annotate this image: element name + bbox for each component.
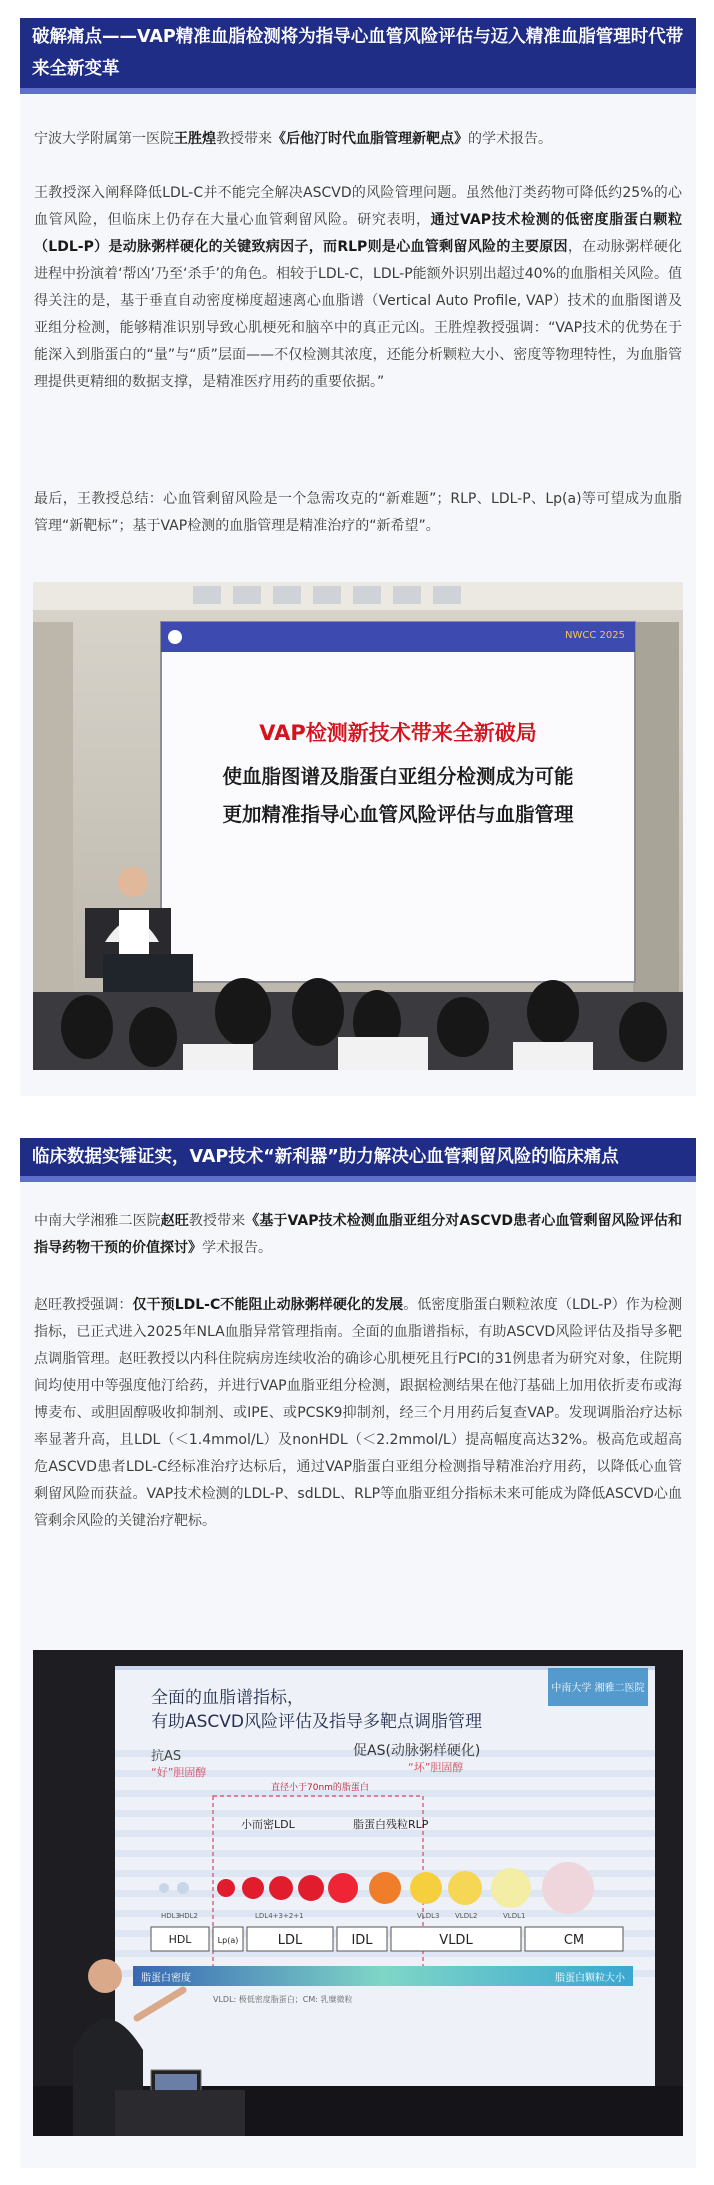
hospital-logo: 中南大学 湘雅二医院 [551, 1683, 645, 1694]
class-ldl: LDL [277, 1933, 303, 1948]
density-label: 脂蛋白密度 [141, 1973, 191, 1984]
small-dense-ldl-label: 小而密LDL [241, 1818, 295, 1831]
ldl-subclass-label: LDL4+3+2+1 [255, 1912, 304, 1920]
conference-logo: NWCC 2025 [565, 630, 625, 641]
section-1-title-accent [20, 88, 696, 94]
section-2-body: 赵旺教授强调：仅干预LDL-C不能阻止动脉粥样硬化的发展。低密度脂蛋白颗粒浓度（LDL-P）作为检测指标，已正式进入2025年NLA血脂异常管理指南。全面的血脂谱指标，有助ASCVD风险评估及指导多靶点调脂管理。赵旺教授以内科住院病房连续收治的确诊心肌梗死且行PCI的31例患者为研究对象，住院期间均使用中等强度他汀给药，并进行VAP血脂亚组分检测，跟据检测结果在他汀基础上加用依折麦布或海博麦布、或胆固醇吸收抑制剂、或IPE、或PCSK9抑制剂，经三个月用药后复查VAP。发现调脂治疗达标率显著升高，且LDL（＜1.4mmol/L）及nonHDL（＜2.2mmol/L）提高幅度高达32%。极高危或超高危ASCVD患者LDL-C经标准治疗达标后，通过VAP脂蛋白亚组分检测指导精准治疗用药，以降低心血管剩留风险而获益。VAP技术检测的LDL-P、sdLDL、RLP等血脂亚组分指标未来可能成为降低ASCVD心血管剩余风险的关键治疗靶标。 [34, 1297, 682, 1529]
chart-slide-title-1: 全面的血脂谱指标， [151, 1688, 304, 1708]
class-hdl: HDL [168, 1933, 192, 1946]
class-lpa: Lp(a) [217, 1936, 239, 1945]
particle-size-label: 脂蛋白颗粒大小 [555, 1973, 625, 1984]
class-cm: CM [563, 1933, 585, 1948]
hdl3-label: HDL3 [161, 1912, 181, 1920]
vldl2-label: VLDL2 [455, 1912, 478, 1920]
section-1-body: 王教授深入阐释降低LDL-C并不能完全解决ASCVD的风险管理问题。虽然他汀类药物可降低约25%的心血管风险，但临床上仍存在大量心血管剩留风险。研究表明，通过VAP技术检测的低密度脂蛋白颗粒（LDL-P）是动脉粥样硬化的关键致病因子，而RLP则是心血管剩留风险的主要原因，在动脉粥样硬化进程中扮演着‘帮凶’乃至‘杀手’的角色。相较于LDL-C，LDL-P能额外识别出超过40%的血脂相关风险。值得关注的是，基于垂直自动密度梯度超速离心血脂谱（Vertical Auto Profile, VAP）技术的血脂图谱及亚组分检测，能够精准识别导致心肌梗死和脑卒中的真正元凶。王胜煌教授强调：“VAP技术的优势在于能深入到脂蛋白的“量”与“质”层面——不仅检测其浓度，还能分析颗粒大小、密度等物理特性，为血脂管理提供更精细的数据支撑，是精准医疗用药的重要依据。” [34, 185, 683, 390]
slide-headline: VAP检测新技术带来全新破局 [259, 721, 537, 745]
anti-as-label: 抗AS [151, 1749, 182, 1764]
vldl1-label: VLDL1 [503, 1912, 526, 1920]
section-1-intro: 宁波大学附属第一医院王胜煌教授带来《后他汀时代血脂管理新靶点》的学术报告。 [34, 131, 552, 147]
rlp-label: 脂蛋白残粒RLP [353, 1818, 429, 1831]
good-cholesterol-label: “好”胆固醇 [151, 1766, 207, 1779]
slide-footnote: VLDL: 极低密度脂蛋白；CM: 乳糜微粒 [213, 1995, 353, 2004]
section-2 [20, 1138, 696, 2168]
lecture-photo-1 [33, 582, 683, 1070]
pro-as-label: 促AS(动脉粥样硬化) [353, 1743, 481, 1759]
slide-line-3: 更加精准指导心血管风险评估与血脂管理 [222, 803, 574, 826]
section-1-title: 破解痛点——VAP精准血脂检测将为指导心血管风险评估与迈入精准血脂管理时代带来全新变革 [20, 18, 696, 88]
size-note-label: 直径小于70nm的脂蛋白 [271, 1783, 369, 1793]
slide-line-2: 使血脂图谱及脂蛋白亚组分检测成为可能 [222, 765, 574, 788]
hdl2-label: HDL2 [179, 1912, 199, 1920]
section-1 [20, 18, 696, 1096]
class-vldl: VLDL [439, 1933, 473, 1948]
section-2-title-accent [20, 1176, 696, 1182]
lecture-photo-2 [33, 1650, 683, 2136]
chart-slide-title-2: 有助ASCVD风险评估及指导多靶点调脂管理 [151, 1712, 483, 1732]
section-1-summary: 最后，王教授总结：心血管剩留风险是一个急需攻克的“新难题”；RLP、LDL-P、Lp(a)等可望成为血脂管理“新靶标”；基于VAP检测的血脂管理是精准治疗的“新希望”。 [34, 491, 682, 534]
section-2-title: 临床数据实锤证实，VAP技术“新利器”助力解决心血管剩留风险的临床痛点 [20, 1138, 696, 1176]
section-2-intro: 中南大学湘雅二医院赵旺教授带来《基于VAP技术检测血脂亚组分对ASCVD患者心血管剩留风险评估和指导药物干预的价值探讨》学术报告。 [34, 1213, 683, 1256]
class-idl: IDL [351, 1933, 373, 1948]
bad-cholesterol-label: “坏”胆固醇 [408, 1761, 464, 1774]
vldl3-label: VLDL3 [417, 1912, 440, 1920]
